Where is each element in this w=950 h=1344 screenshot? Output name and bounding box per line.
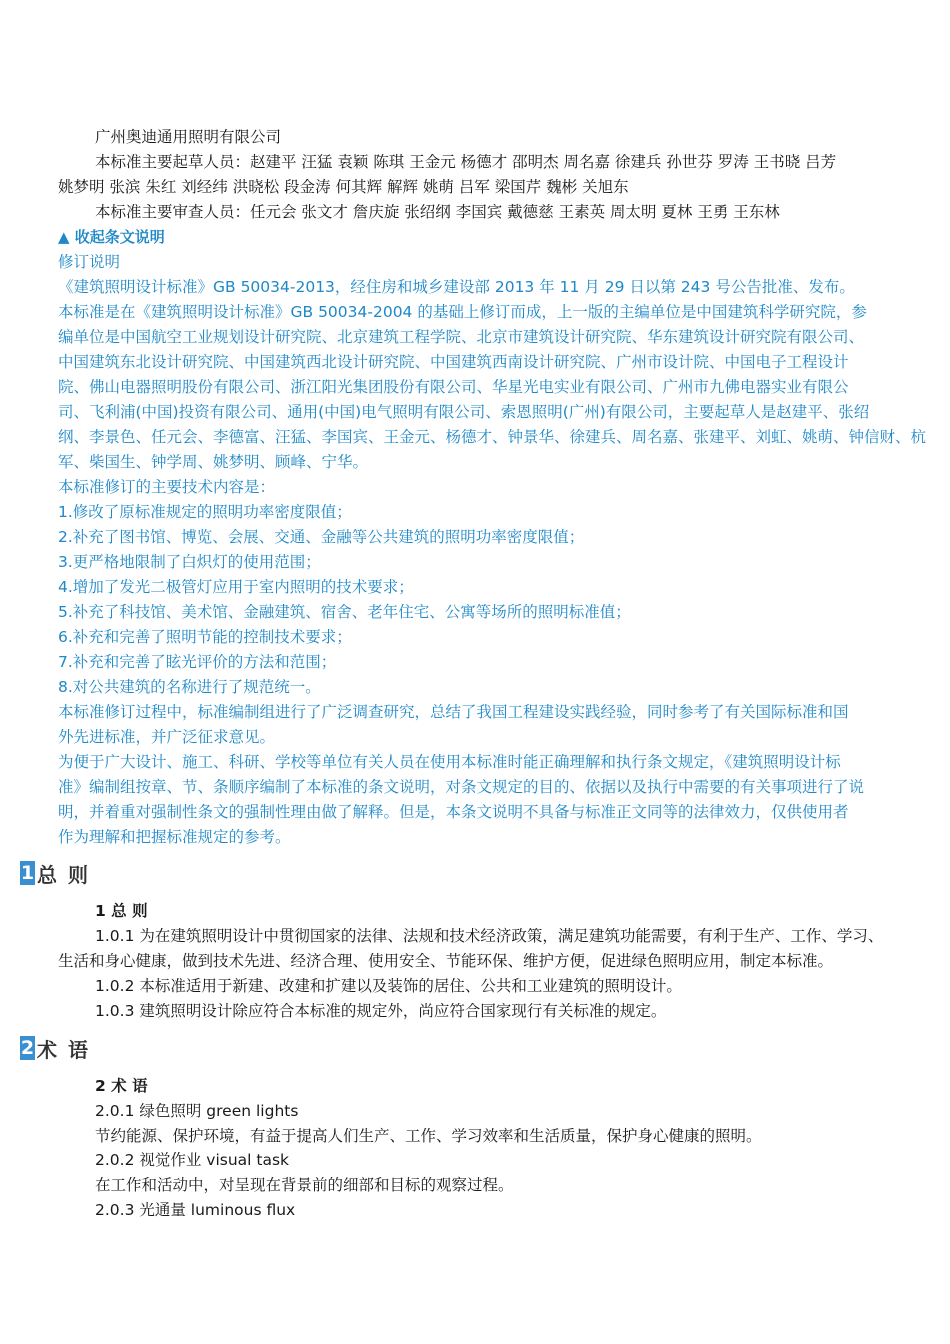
clause-1-0-1-line-1: 1.0.1 为在建筑照明设计中贯彻国家的法律、法规和技术经济政策，满足建筑功能需要，有利于生产、工作、学习、 xyxy=(95,927,884,945)
chapter-title: 总 则 xyxy=(37,862,90,887)
drafters-line-1: 本标准主要起草人员：赵建平 汪猛 袁颖 陈琪 王金元 杨德才 邵明杰 周名嘉 徐建兵 孙世芬 罗涛 王书晓 吕芳 xyxy=(95,153,837,171)
revision-item: 2.补充了图书馆、博览、会展、交通、金融等公共建筑的照明功率密度限值； xyxy=(58,528,585,546)
revision-item: 4.增加了发光二极管灯应用于室内照明的技术要求； xyxy=(58,578,414,596)
chapter-title: 术 语 xyxy=(37,1037,90,1062)
revision-item: 5.补充了科技馆、美术馆、金融建筑、宿舍、老年住宅、公寓等场所的照明标准值； xyxy=(58,603,631,621)
revision-item: 7.补充和完善了眩光评价的方法和范围； xyxy=(58,653,337,671)
explanation-heading: 修订说明 xyxy=(58,253,121,271)
explanation-para-4-line: 本标准修订过程中，标准编制组进行了广泛调查研究，总结了我国工程建设实践经验，同时参考了有关国际标准和国 xyxy=(58,703,849,721)
clause-1-0-3: 1.0.3 建筑照明设计除应符合本标准的规定外，尚应符合国家现行有关标准的规定。 xyxy=(95,1002,667,1020)
explanation-para-1: 《建筑照明设计标准》GB 50034-2013，经住房和城乡建设部 2013 年 11 月 29 日以第 243 号公告批准、发布。 xyxy=(58,278,855,296)
explanation-para-2-line: 编单位是中国航空工业规划设计研究院、北京建筑工程学院、北京市建筑设计研究院、华东建筑设计研究院有限公司、 xyxy=(58,328,865,346)
term-2-0-2-definition: 在工作和活动中，对呈现在背景前的细部和目标的观察过程。 xyxy=(95,1176,514,1194)
explanation-para-2-line: 院、佛山电器照明股份有限公司、浙江阳光集团股份有限公司、华星光电实业有限公司、广州市九佛电器实业有限公 xyxy=(58,378,849,396)
term-2-0-1-definition: 节约能源、保护环境，有益于提高人们生产、工作、学习效率和生活质量，保护身心健康的照明。 xyxy=(95,1127,762,1145)
chapter-1-heading xyxy=(20,860,90,886)
explanation-para-2-line: 中国建筑东北设计研究院、中国建筑西北设计研究院、中国建筑西南设计研究院、广州市设计院、中国电子工程设计 xyxy=(58,353,849,371)
clause-1-0-1-line-2: 生活和身心健康，做到技术先进、经济合理、使用安全、节能环保、维护方便，促进绿色照明应用，制定本标准。 xyxy=(58,952,834,970)
company-name: 广州奥迪通用照明有限公司 xyxy=(95,128,282,146)
chapter-number-badge: 2 xyxy=(20,1037,35,1059)
explanation-para-2-line: 纲、李景色、任元会、李德富、汪猛、李国宾、王金元、杨德才、钟景华、徐建兵、周名嘉、张建平、刘虹、姚萌、钟信财、杭 xyxy=(58,428,927,446)
revision-item: 3.更严格地限制了白炽灯的使用范围； xyxy=(58,553,321,571)
clause-1-0-2: 1.0.2 本标准适用于新建、改建和扩建以及装饰的居住、公共和工业建筑的照明设计。 xyxy=(95,977,682,995)
section-title: 1 总 则 xyxy=(95,902,148,920)
explanation-para-4-line: 外先进标准，并广泛征求意见。 xyxy=(58,728,276,746)
term-2-0-3: 2.0.3 光通量 luminous flux xyxy=(95,1201,296,1219)
term-2-0-1: 2.0.1 绿色照明 green lights xyxy=(95,1102,299,1120)
chapter-2-heading xyxy=(20,1035,90,1061)
explanation-para-2-line: 本标准是在《建筑照明设计标准》GB 50034-2004 的基础上修订而成，上一版的主编单位是中国建筑科学研究院，参 xyxy=(58,303,867,321)
explanation-para-5-line: 为便于广大设计、施工、科研、学校等单位有关人员在使用本标准时能正确理解和执行条文规定，《建筑照明设计标 xyxy=(58,753,841,771)
section-title: 2 术 语 xyxy=(95,1077,148,1095)
reviewers-line: 本标准主要审查人员：任元会 张文才 詹庆旋 张绍纲 李国宾 戴德慈 王素英 周太明 夏林 王勇 王东林 xyxy=(95,203,780,221)
revision-item: 1.修改了原标准规定的照明功率密度限值； xyxy=(58,503,352,521)
revision-item: 6.补充和完善了照明节能的控制技术要求； xyxy=(58,628,352,646)
drafters-line-2: 姚梦明 张滨 朱红 刘经纬 洪晓松 段金涛 何其辉 解辉 姚萌 吕军 梁国芹 魏彬 关旭东 xyxy=(58,178,629,196)
explanation-para-2-line: 军、柴国生、钟学周、姚梦明、顾峰、宁华。 xyxy=(58,453,369,471)
explanation-para-5-line: 作为理解和把握标准规定的参考。 xyxy=(58,828,291,846)
explanation-para-2-line: 司、飞利浦(中国)投资有限公司、通用(中国)电气照明有限公司、索恩照明(广州)有限公司，主要起草人是赵建平、张绍 xyxy=(58,403,870,421)
term-2-0-2: 2.0.2 视觉作业 visual task xyxy=(95,1151,290,1169)
collapse-explanation-link[interactable]: ▲ 收起条文说明 xyxy=(58,228,165,246)
explanation-para-5-line: 准》编制组按章、节、条顺序编制了本标准的条文说明，对条文规定的目的、依据以及执行中需要的有关事项进行了说 xyxy=(58,778,865,796)
explanation-para-3: 本标准修订的主要技术内容是： xyxy=(58,478,276,496)
explanation-para-5-line: 明，并着重对强制性条文的强制性理由做了解释。但是，本条文说明不具备与标准正文同等的法律效力，仅供使用者 xyxy=(58,803,849,821)
chapter-number-badge: 1 xyxy=(20,862,35,884)
revision-item: 8.对公共建筑的名称进行了规范统一。 xyxy=(58,678,321,696)
